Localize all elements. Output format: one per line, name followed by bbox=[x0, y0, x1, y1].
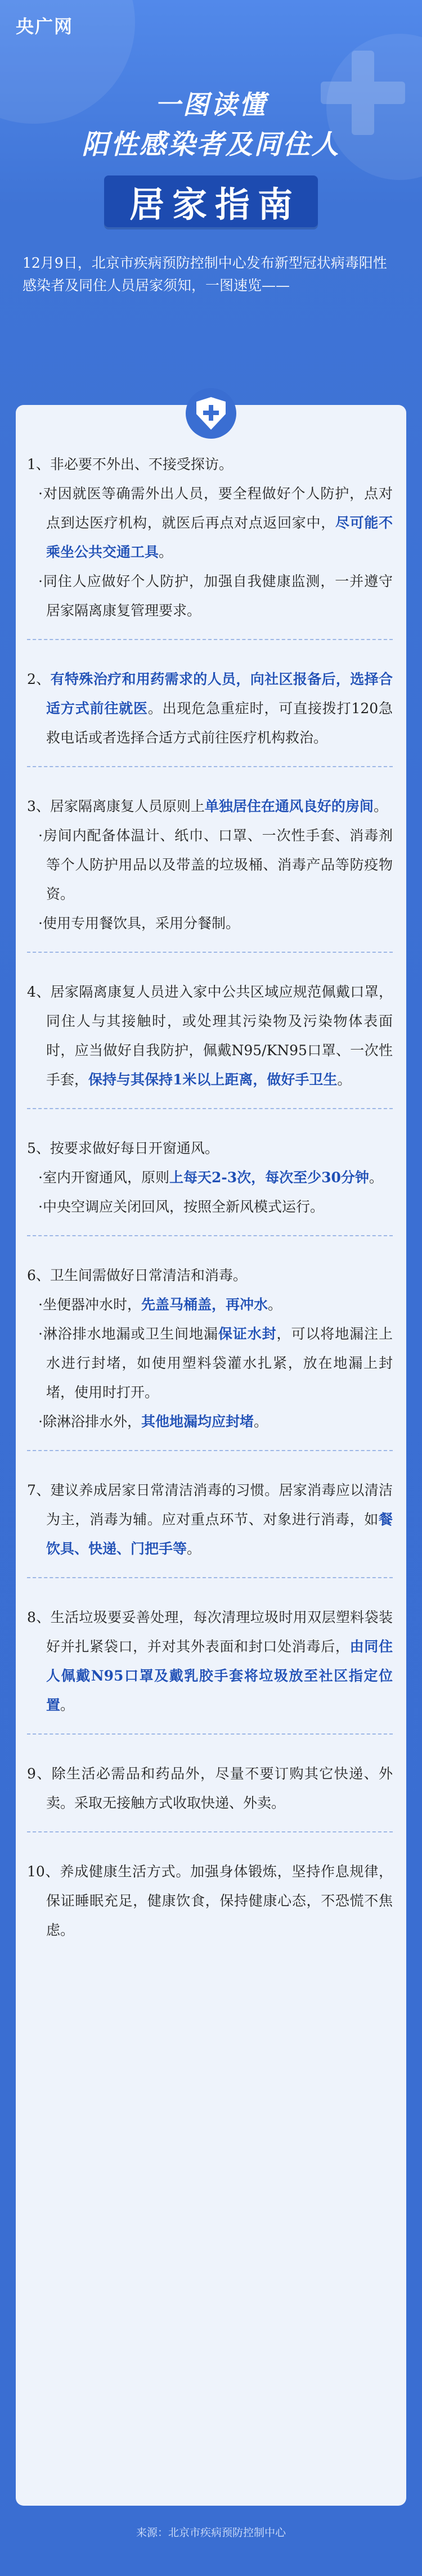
body-text: ·使用专用餐饮具，采用分餐制。 bbox=[38, 915, 240, 931]
guideline-heading bbox=[27, 1476, 393, 1564]
body-text: 。 bbox=[337, 1071, 352, 1088]
highlight-text: 由同住人佩戴N95口罩及戴乳胶手套将垃圾放至社区指定位置 bbox=[46, 1638, 393, 1713]
highlight-text: 有特殊治疗和用药需求的人员，向社区报备后，选择合适方式前往就医 bbox=[46, 671, 393, 717]
guideline-item bbox=[27, 1857, 393, 1958]
guideline-bullet bbox=[27, 909, 393, 938]
body-text: 3、居家隔离康复人员原则上 bbox=[27, 798, 205, 814]
highlight-text: 保持与其保持1米以上距离，做好手卫生 bbox=[88, 1071, 338, 1088]
highlight-text: 餐饮具、快递、门把手等 bbox=[46, 1511, 393, 1557]
source-note: 来源：北京市疾病预防控制中心 bbox=[136, 2527, 286, 2539]
guideline-item bbox=[27, 665, 393, 767]
guideline-item bbox=[27, 1261, 393, 1451]
banner-text: 居家指南 bbox=[129, 183, 300, 225]
guideline-heading bbox=[27, 665, 393, 753]
guideline-item bbox=[27, 792, 393, 953]
body-text: 6、卫生间需做好日常清洁和消毒。 bbox=[27, 1267, 247, 1284]
guideline-list bbox=[27, 450, 393, 1983]
guideline-heading bbox=[27, 1857, 393, 1945]
highlight-text: 尽可能不乘坐公共交通工具 bbox=[46, 515, 393, 560]
site-logo: 央广网 bbox=[16, 16, 74, 37]
guideline-heading bbox=[27, 792, 393, 821]
body-text: 5、按要求做好每日开窗通风。 bbox=[27, 1140, 219, 1156]
guideline-bullet bbox=[27, 479, 393, 567]
body-text: 1、非必要不外出、不接受探访。 bbox=[27, 456, 233, 472]
body-text: 。 bbox=[373, 798, 388, 814]
guideline-heading bbox=[27, 1603, 393, 1720]
guideline-item bbox=[27, 1603, 393, 1735]
guideline-heading bbox=[27, 450, 393, 479]
highlight-text: 先盖马桶盖，再冲水 bbox=[141, 1296, 268, 1313]
body-text: 8、生活垃圾要妥善处理，每次清理垃圾时用双层塑料袋装好并扎紧袋口，并对其外表面和封口处消毒后， bbox=[27, 1609, 393, 1655]
body-text: ·淋浴排水地漏或卫生间地漏 bbox=[38, 1326, 218, 1342]
body-text: 。 bbox=[187, 1541, 201, 1557]
guideline-heading bbox=[27, 1134, 393, 1163]
body-text: ·对因就医等确需外出人员，要全程做好个人防护，点对点到达医疗机构，就医后再点对点返回家中， bbox=[38, 485, 393, 531]
body-text: 10、养成健康生活方式。加强身体锻炼，坚持作息规律，保证睡眠充足，健康饮食，保持健康心态，不恐慌不焦虑。 bbox=[27, 1863, 393, 1938]
body-text: ·坐便器冲水时， bbox=[38, 1296, 141, 1313]
body-text: ·室内开窗通风，原则 bbox=[38, 1169, 169, 1186]
body-text: 。 bbox=[369, 1169, 383, 1186]
body-text: 2、 bbox=[27, 671, 51, 687]
badge bbox=[186, 388, 236, 439]
intro-paragraph: 12月9日，北京市疾病预防控制中心发布新型冠状病毒阳性感染者及同住人员居家须知，一图速览—— bbox=[23, 255, 387, 294]
guideline-bullet bbox=[27, 567, 393, 625]
guideline-bullet bbox=[27, 1192, 393, 1222]
shield-plus-icon bbox=[196, 397, 226, 430]
highlight-text: 单独居住在通风良好的房间 bbox=[204, 798, 374, 814]
guideline-bullet bbox=[27, 1163, 393, 1192]
guideline-bullet bbox=[27, 1407, 393, 1436]
title-line-2: 阳性感染者及同住人 bbox=[82, 129, 340, 160]
guideline-item bbox=[27, 1134, 393, 1236]
guideline-bullet bbox=[27, 821, 393, 909]
guideline-bullet bbox=[27, 1290, 393, 1319]
guideline-heading bbox=[27, 978, 393, 1095]
body-text: 9、除生活必需品和药品外，尽量不要订购其它快递、外卖。采取无接触方式收取快递、外卖。 bbox=[27, 1766, 393, 1811]
guideline-heading bbox=[27, 1759, 393, 1818]
guideline-item bbox=[27, 1759, 393, 1832]
body-text: 。 bbox=[60, 1697, 75, 1713]
body-text: 。 bbox=[253, 1413, 268, 1430]
body-text: 。 bbox=[267, 1296, 282, 1313]
body-text: 7、建议养成居家日常清洁消毒的习惯。居家消毒应以清洁为主，消毒为辅。应对重点环节、对象进行消毒，如 bbox=[27, 1482, 393, 1528]
body-text: ·同住人应做好个人防护，加强自我健康监测，一并遵守居家隔离康复管理要求。 bbox=[38, 573, 393, 619]
body-text: 。 bbox=[159, 544, 173, 560]
guideline-item bbox=[27, 450, 393, 640]
highlight-text: 上每天2-3次，每次至少30分钟 bbox=[169, 1169, 369, 1186]
highlight-text: 保证水封 bbox=[218, 1326, 277, 1342]
guideline-heading bbox=[27, 1261, 393, 1290]
title-banner bbox=[104, 175, 318, 227]
title-line-1: 一图读懂 bbox=[155, 89, 267, 120]
guideline-item bbox=[27, 1476, 393, 1578]
body-text: 4、居家隔离康复人员进入家中公共区域应规范佩戴口罩，同住人与其接触时，或处理其污染物及污染物体表面时，应当做好自我防护，佩戴N95/KN95口罩、一次性手套， bbox=[27, 984, 393, 1088]
body-text: 。出现危急重症时，可直接拨打120急救电话或者选择合适方式前往医疗机构救治。 bbox=[46, 700, 393, 746]
guideline-bullet bbox=[27, 1319, 393, 1407]
body-text: ·除淋浴排水外， bbox=[38, 1413, 141, 1430]
body-text: ·房间内配备体温计、纸巾、口罩、一次性手套、消毒剂等个人防护用品以及带盖的垃圾桶、消毒产品等防疫物资。 bbox=[38, 827, 393, 902]
body-text: ，可以将地漏注上水进行封堵，如使用塑料袋灌水扎紧，放在地漏上封堵，使用时打开。 bbox=[46, 1326, 393, 1400]
highlight-text: 其他地漏均应封堵 bbox=[141, 1413, 254, 1430]
guideline-item bbox=[27, 978, 393, 1109]
body-text: ·中央空调应关闭回风，按照全新风模式运行。 bbox=[38, 1199, 324, 1215]
